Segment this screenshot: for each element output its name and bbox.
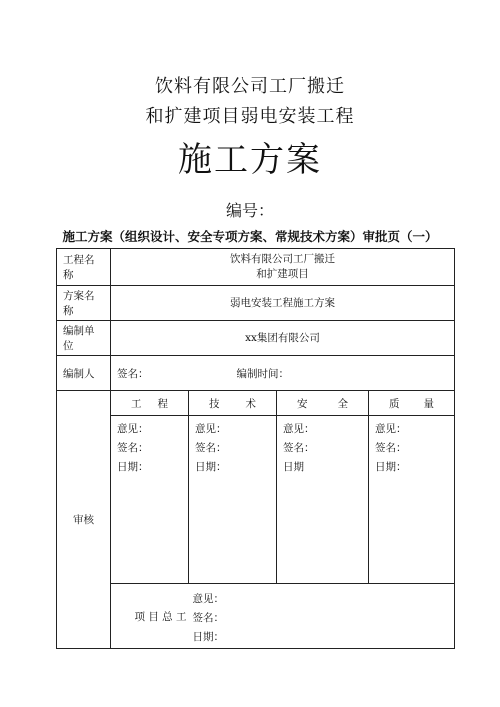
plan-name-value: 弱电安装工程施工方案 xyxy=(111,286,455,321)
time-label: 编制时间： xyxy=(236,367,289,380)
col-quality: 质 量 xyxy=(369,391,455,416)
row-review-header xyxy=(57,391,455,416)
project-name-line1: 饮料有限公司工厂搬迁 xyxy=(230,253,335,265)
plan-name-label: 方案名称 xyxy=(57,286,111,321)
project-chief-opinion-cell: 意见： 签名： 日期： xyxy=(189,584,455,649)
project-name-label: 工程名称 xyxy=(57,249,111,286)
row-project-chief xyxy=(57,584,455,649)
quality-opinion-cell: 意见： 签名： 日期： xyxy=(369,416,455,584)
time-field xyxy=(236,356,455,391)
engineering-opinion-cell: 意见： 签名： 日期： xyxy=(111,416,189,584)
project-name-value xyxy=(111,249,455,286)
col-safety: 安 全 xyxy=(277,391,369,416)
row-review-opinions xyxy=(57,416,455,584)
col-technical: 技 术 xyxy=(189,391,277,416)
project-chief-label: 项 目 总 工 xyxy=(111,584,189,649)
review-label: 审核 xyxy=(57,391,111,649)
doc-main-title: 施工方案 xyxy=(178,140,322,180)
author-label: 编制人 xyxy=(57,356,111,391)
row-project-name xyxy=(57,249,455,286)
doc-title-line1: 饮料有限公司工厂搬迁 xyxy=(155,76,345,97)
doc-code-label: 编号： xyxy=(225,201,274,220)
row-author xyxy=(57,356,455,391)
unit-value: xx集团有限公司 xyxy=(111,321,455,356)
row-unit xyxy=(57,321,455,356)
project-name-line2: 和扩建项目 xyxy=(256,268,309,280)
approval-form-table xyxy=(56,248,455,649)
row-plan-name xyxy=(57,286,455,321)
sign-field: 签名： xyxy=(111,356,277,391)
safety-opinion-cell: 意见： 签名： 日期 xyxy=(277,416,369,584)
unit-label: 编制单位 xyxy=(57,321,111,356)
doc-title-line2: 和扩建项目弱电安装工程 xyxy=(145,106,355,127)
approval-page-title: 施工方案（组织设计、安全专项方案、常规技术方案）审批页（一） xyxy=(62,229,438,244)
col-engineering: 工 程 xyxy=(111,391,189,416)
technical-opinion-cell: 意见： 签名： 日期： xyxy=(189,416,277,584)
